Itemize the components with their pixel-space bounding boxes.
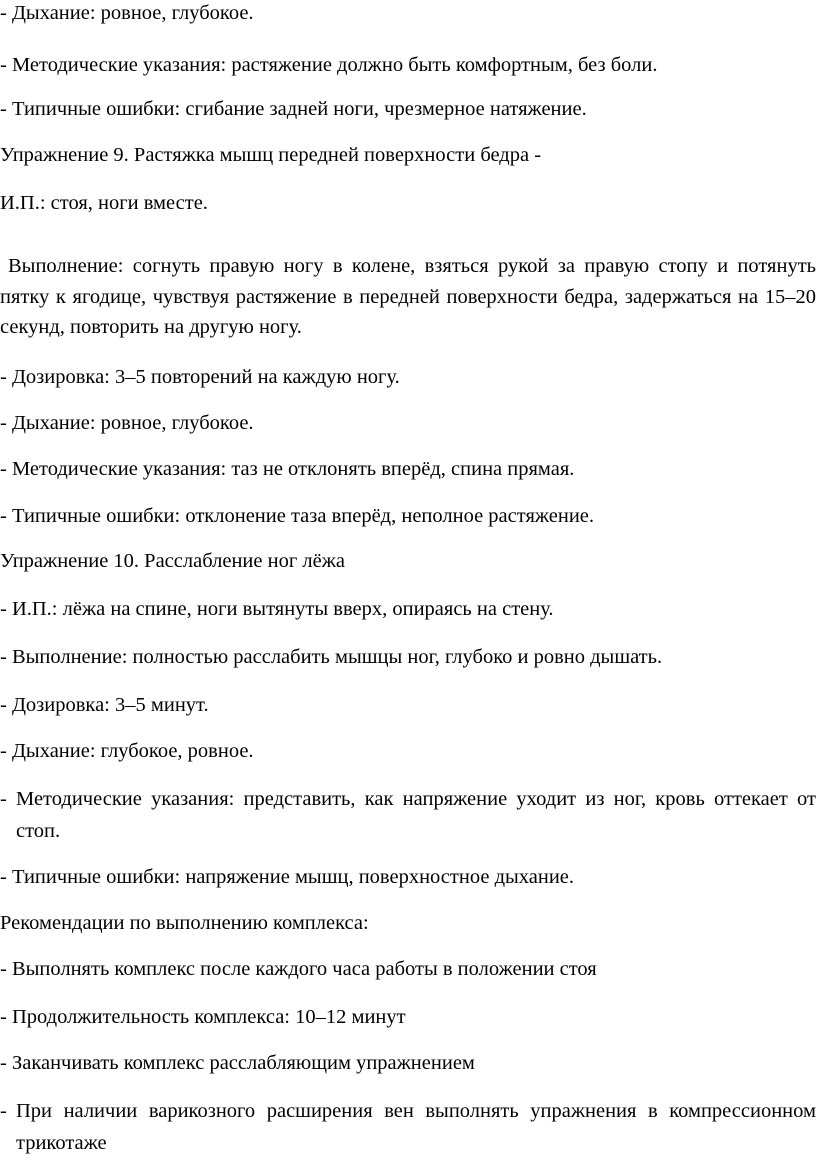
breathing-line: - Дыхание: ровное, глубокое. <box>0 2 254 24</box>
exercise-9-heading: Упражнение 9. Растяжка мышц передней поверхности бедра - <box>0 144 542 166</box>
execution-line: - Выполнение: полностью расслабить мышцы ног, глубоко и ровно дышать. <box>0 646 663 668</box>
start-position-line: - И.П.: лёжа на спине, ноги вытянуты вверх, опираясь на стену. <box>0 598 554 620</box>
recommendation-item <box>0 1095 816 1159</box>
recommendation-item: - Заканчивать комплекс расслабляющим упражнением <box>0 1052 475 1074</box>
method-notes-line: - Методические указания: таз не отклонять вперёд, спина прямая. <box>0 458 575 480</box>
dosage-line: - Дозировка: 3–5 повторений на каждую ногу. <box>0 366 400 388</box>
exercise-10-heading: Упражнение 10. Расслабление ног лёжа <box>0 550 345 572</box>
recommendations-heading: Рекомендации по выполнению комплекса: <box>0 912 369 934</box>
dosage-line: - Дозировка: 3–5 минут. <box>0 694 209 716</box>
recommendation-text: При наличии варикозного расширения вен выполнять упражнения в компрессионном трикотаже <box>16 1100 816 1154</box>
bullet-dash: - <box>0 788 7 810</box>
breathing-line: - Дыхание: глубокое, ровное. <box>0 740 254 762</box>
typical-errors-line: - Типичные ошибки: сгибание задней ноги, чрезмерное натяжение. <box>0 98 587 120</box>
typical-errors-line: - Типичные ошибки: отклонение таза вперёд, неполное растяжение. <box>0 505 595 527</box>
method-notes-line: - Методические указания: растяжение должно быть комфортным, без боли. <box>0 54 658 76</box>
method-notes-text: Методические указания: представить, как напряжение уходит из ног, кровь оттекает от стоп. <box>16 788 816 842</box>
start-position-line: И.П.: стоя, ноги вместе. <box>0 192 208 214</box>
method-notes-item <box>0 783 816 847</box>
typical-errors-line: - Типичные ошибки: напряжение мышц, поверхностное дыхание. <box>0 866 575 888</box>
bullet-dash: - <box>0 1100 7 1122</box>
recommendation-item: - Продолжительность комплекса: 10–12 минут <box>0 1006 406 1028</box>
execution-paragraph: Выполнение: согнуть правую ногу в колене, взяться рукой за правую стопу и потянуть пятку к ягодице, чувствуя растяжение в передней поверхности бедра, задержаться на 15–20 секунд, повторить на другую ногу. <box>0 255 816 338</box>
breathing-line: - Дыхание: ровное, глубокое. <box>0 412 254 434</box>
recommendation-item: - Выполнять комплекс после каждого часа работы в положении стоя <box>0 958 597 980</box>
